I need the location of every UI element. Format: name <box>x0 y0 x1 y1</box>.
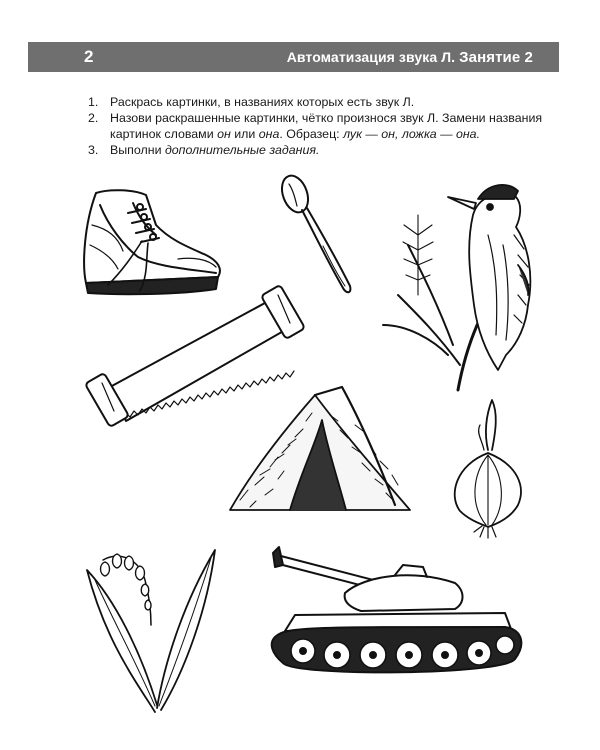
instructions-list <box>88 94 548 158</box>
title-prefix: Автоматизация звука Л. <box>286 48 456 65</box>
instruction-1: 1. Раскрась картинки, в названиях которых есть звук Л. <box>88 95 415 109</box>
woodpecker-icon <box>378 175 548 390</box>
page-header <box>28 42 559 72</box>
instruction-3: 3. Выполни дополнительные задания. <box>88 143 320 157</box>
tank-icon <box>265 545 530 695</box>
hut-icon <box>220 375 415 520</box>
page-title <box>287 49 533 66</box>
lily-of-the-valley-icon <box>85 540 225 715</box>
page-number: 2 <box>84 47 94 66</box>
instruction-2: 2. Назови раскрашенные картинки, чётко произнося звук Л. Замени названия картинок словами он или она. Образец: лук — он, ложка — она. <box>88 111 543 141</box>
lesson-label: Занятие 2 <box>459 48 533 66</box>
onion-icon <box>446 395 526 540</box>
